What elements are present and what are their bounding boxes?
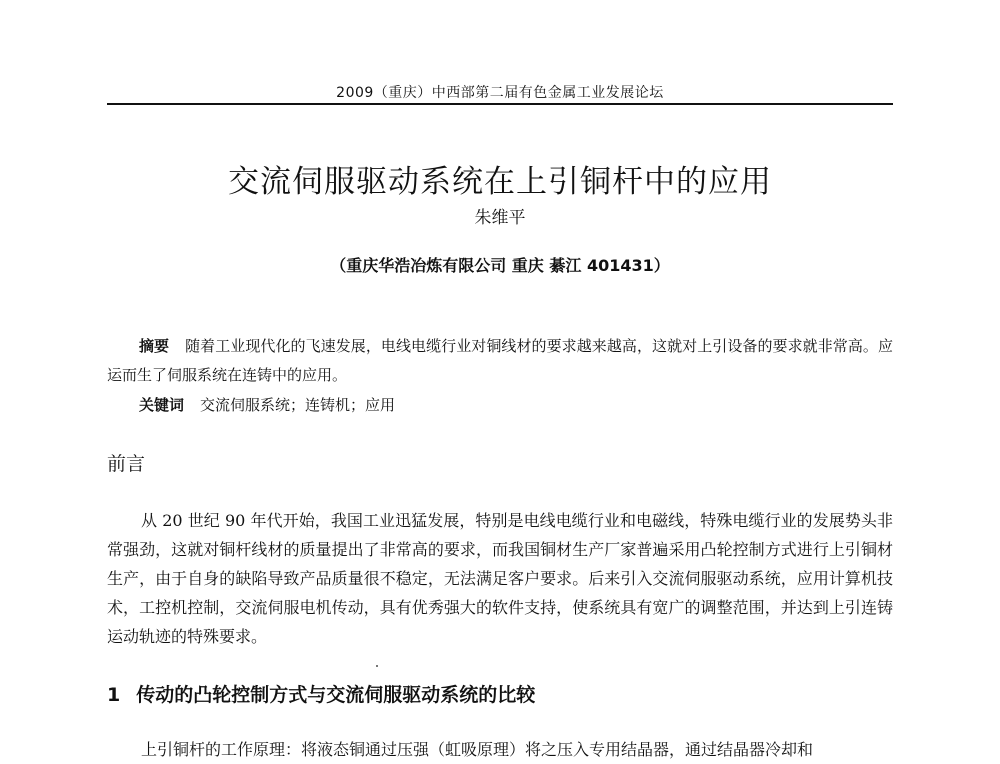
scan-speck [376,665,378,667]
header-rule [107,103,893,105]
section-title: 传动的凸轮控制方式与交流伺服驱动系统的比较 [136,684,536,706]
affiliation: （重庆华浩冶炼有限公司 重庆 綦江 401431） [330,256,670,275]
paragraph-working-principle: 上引铜杆的工作原理：将液态铜通过压强（虹吸原理）将之压入专用结晶器，通过结晶器冷却和 [141,740,814,759]
section-heading-1 [107,680,535,707]
keywords-label: 关键词 [139,396,185,414]
keywords-text: 交流伺服系统；连铸机；应用 [200,396,396,414]
section-heading-preface: 前言 [107,453,146,475]
abstract [107,332,893,390]
running-header: 2009（重庆）中西部第二届有色金属工业发展论坛 [336,85,664,101]
author-name: 朱维平 [474,208,526,228]
paragraph-preface: 从 20 世纪 90 年代开始，我国工业迅猛发展，特别是电线电缆行业和电磁线，特殊电缆行业的发展势头非常强劲，这就对铜杆线材的质量提出了非常高的要求，而我国铜材生产厂家普遍采用凸轮控制方式进行上引铜材生产，由于自身的缺陷导致产品质量很不稳定，无法满足客户要求。后来引入交流伺服驱动系统，应用计算机技术，工控机控制，交流伺服电机传动，具有优秀强大的软件支持，使系统具有宽广的调整范围，并达到上引连铸运动轨迹的特殊要求。 [107,511,893,646]
section-number: 1 [107,684,121,706]
abstract-label: 摘要 [139,337,170,355]
paper-title: 交流伺服驱动系统在上引铜杆中的应用 [228,163,772,200]
keywords [107,391,893,420]
abstract-text: 随着工业现代化的飞速发展，电线电缆行业对铜线材的要求越来越高，这就对上引设备的要求就非常高。应运而生了伺服系统在连铸中的应用。 [107,337,893,384]
